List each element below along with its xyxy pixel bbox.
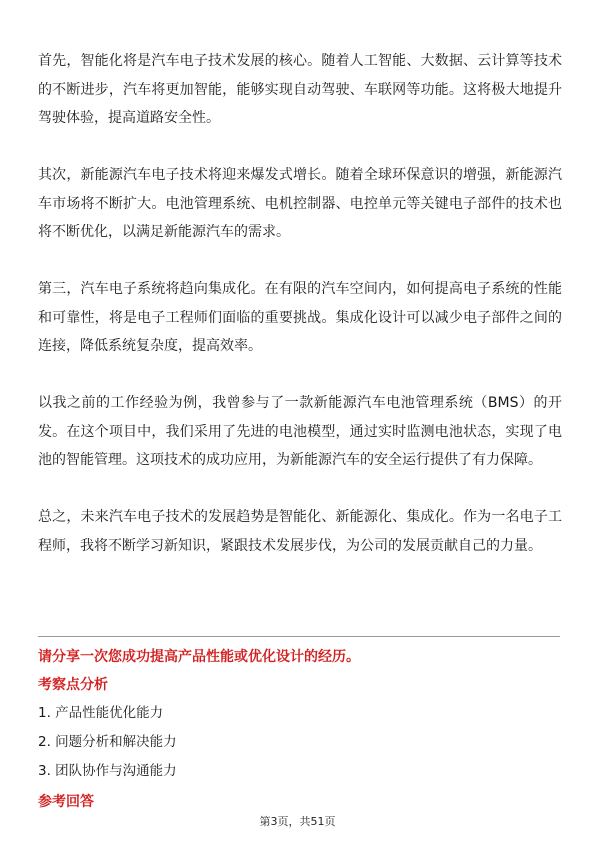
paragraph-intelligence: 首先，智能化将是汽车电子技术发展的核心。随着人工智能、大数据、云计算等技术的不断进步，汽车将更加智能，能够实现自动驾驶、车联网等功能。这将极大地提升驾驶体验，提高道路安全性。 (38, 53, 562, 126)
paragraph-experience: 以我之前的工作经验为例，我曾参与了一款新能源汽车电池管理系统（BMS）的开发。在这个项目中，我们采用了先进的电池模型，通过实时监测电池状态，实现了电池的智能管理。这项技术的成功应用，为新能源汽车的安全运行提供了有力保障。 (38, 395, 562, 468)
interview-question: 请分享一次您成功提高产品性能或优化设计的经历。 (38, 649, 360, 665)
analysis-heading: 考察点分析 (38, 677, 108, 693)
paragraph-new-energy: 其次，新能源汽车电子技术将迎来爆发式增长。随着全球环保意识的增强，新能源汽车市场将不断扩大。电池管理系统、电机控制器、电控单元等关键电子部件的技术也将不断优化，以满足新能源汽车的需求。 (38, 167, 562, 240)
analysis-point: 3. 团队协作与沟通能力 (38, 763, 177, 779)
answer-heading: 参考回答 (38, 794, 94, 810)
analysis-point: 1. 产品性能优化能力 (38, 705, 164, 721)
analysis-points-list (38, 699, 177, 786)
section-divider (38, 636, 560, 637)
paragraph-conclusion: 总之，未来汽车电子技术的发展趋势是智能化、新能源化、集成化。作为一名电子工程师，我将不断学习新知识，紧跟技术发展步伐，为公司的发展贡献自己的力量。 (38, 509, 562, 554)
page-number: 第3页，共51页 (259, 815, 336, 828)
analysis-point: 2. 问题分析和解决能力 (38, 734, 177, 750)
answer-body (38, 47, 562, 560)
paragraph-integration: 第三，汽车电子系统将趋向集成化。在有限的汽车空间内，如何提高电子系统的性能和可靠性，将是电子工程师们面临的重要挑战。集成化设计可以减少电子部件之间的连接，降低系统复杂度，提高效率。 (38, 281, 562, 354)
